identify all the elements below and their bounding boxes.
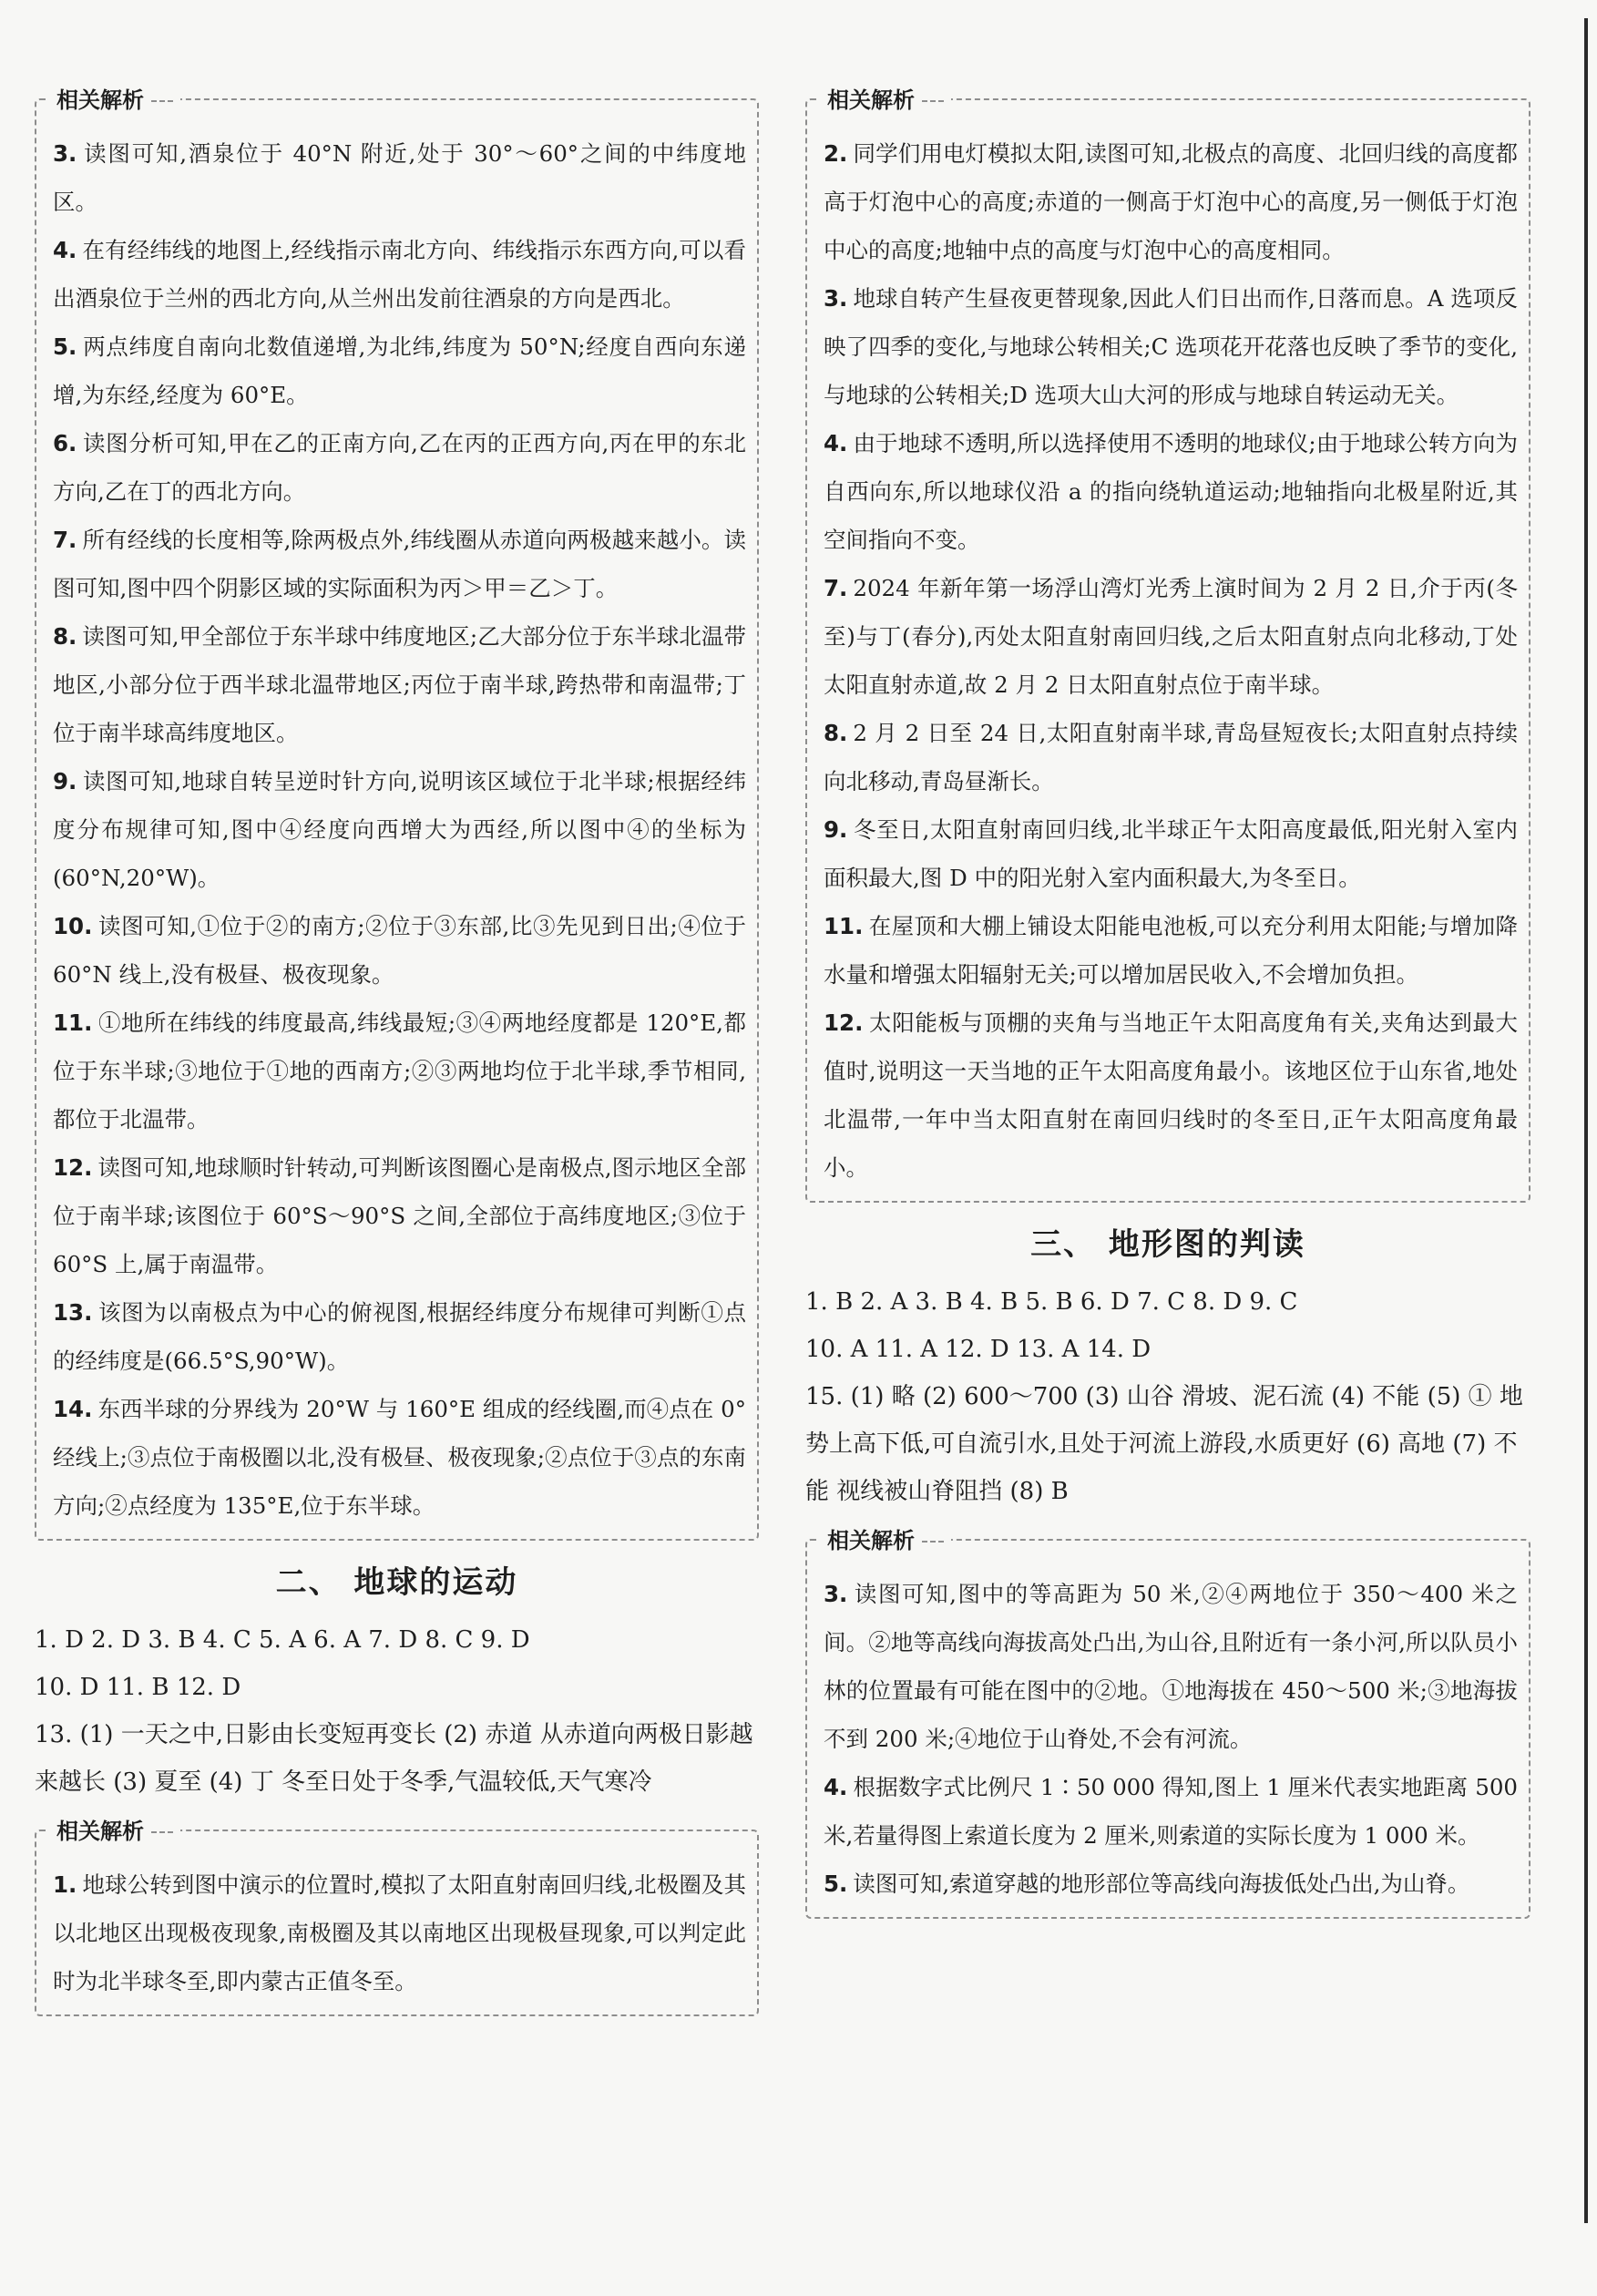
explanation-text: 太阳能板与顶棚的夹角与当地正午太阳高度角有关,夹角达到最大值时,说明这一天当地的正午太阳高度角最小。该地区位于山东省,地处北温带,一年中当太阳直射在南回归线时的冬至日,正午太阳高度角最小。 — [824, 1010, 1518, 1181]
explanation-paragraph — [824, 805, 1518, 902]
explanation-paragraph — [824, 902, 1518, 999]
explanation-text: 读图可知,地球自转呈逆时针方向,说明该区域位于北半球;根据经纬度分布规律可知,图中④经度向西增大为西经,所以图中④的坐标为(60°N,20°W)。 — [53, 768, 746, 891]
question-number: 8. — [824, 720, 848, 746]
question-number: 13. — [53, 1299, 93, 1326]
explanation-paragraph — [824, 1570, 1518, 1763]
explanation-paragraph — [53, 226, 746, 323]
question-number: 2. — [824, 140, 848, 167]
question-number: 4. — [824, 1774, 848, 1800]
explanation-text: 读图分析可知,甲在乙的正南方向,乙在丙的正西方向,丙在甲的东北方向,乙在丁的西北方向。 — [53, 430, 746, 505]
analysis-box-earth-motion-1 — [35, 1819, 759, 2016]
explanation-text: 读图可知,酒泉位于 40°N 附近,处于 30°～60°之间的中纬度地区。 — [53, 140, 746, 215]
explanation-paragraph — [824, 1763, 1518, 1860]
explanation-paragraph — [824, 274, 1518, 419]
explanation-text: 所有经线的长度相等,除两极点外,纬线圈从赤道向两极越来越小。读图可知,图中四个阴影区域的实际面积为丙＞甲＝乙＞丁。 — [53, 527, 746, 601]
explanation-paragraph — [824, 709, 1518, 805]
explanation-paragraph — [53, 1143, 746, 1288]
question-number: 1. — [53, 1871, 77, 1898]
explanation-text: 读图可知,索道穿越的地形部位等高线向海拔低处凸出,为山脊。 — [853, 1871, 1470, 1897]
explanation-paragraph — [824, 999, 1518, 1192]
analysis-label: 相关解析 — [49, 1813, 180, 1845]
explanation-text: 该图为以南极点为中心的俯视图,根据经纬度分布规律可判断①点的经纬度是(66.5°S,90°W)。 — [53, 1299, 746, 1374]
explanation-paragraph — [53, 612, 746, 757]
explanation-text: 同学们用电灯模拟太阳,读图可知,北极点的高度、北回归线的高度都高于灯泡中心的高度;赤道的一侧高于灯泡中心的高度,另一侧低于灯泡中心的高度;地轴中点的高度与灯泡中心的高度相同。 — [824, 140, 1518, 263]
answer-line: 1. D 2. D 3. B 4. C 5. A 6. A 7. D 8. C 9. D — [35, 1626, 530, 1654]
explanation-paragraph — [53, 323, 746, 419]
question-number: 12. — [824, 1010, 864, 1036]
explanation-text: 在有经纬线的地图上,经线指示南北方向、纬线指示东西方向,可以看出酒泉位于兰州的西北方向,从兰州出发前往酒泉的方向是西北。 — [53, 237, 746, 312]
question-number: 11. — [824, 913, 864, 939]
answer-line: 10. D 11. B 12. D — [35, 1674, 241, 1701]
explanation-text: 在屋顶和大棚上铺设太阳能电池板,可以充分利用太阳能;与增加降水量和增强太阳辐射无关;可以增加居民收入,不会增加负担。 — [824, 913, 1518, 988]
answer-line: 1. B 2. A 3. B 4. B 5. B 6. D 7. C 8. D 9. C — [805, 1288, 1298, 1316]
question-number: 3. — [53, 140, 77, 167]
analysis-label: 相关解析 — [820, 82, 951, 114]
answer-line: 15. (1) 略 (2) 600～700 (3) 山谷 滑坡、泥石流 (4) 不能 (5) ① 地势上高下低,可自流引水,且处于河流上游段,水质更好 (6) 高地 (7) 不能 视线被山脊阻挡 (8) B — [805, 1383, 1523, 1505]
explanation-paragraph — [53, 1385, 746, 1530]
explanation-paragraph — [53, 902, 746, 999]
explanation-text: 2024 年新年第一场浮山湾灯光秀上演时间为 2 月 2 日,介于丙(冬至)与丁(春分),丙处太阳直射南回归线,之后太阳直射点向北移动,丁处太阳直射赤道,故 2 月 2 日太阳直射点位于南半球。 — [824, 575, 1518, 698]
question-number: 4. — [824, 430, 848, 456]
question-number: 4. — [53, 237, 77, 263]
question-number: 6. — [53, 430, 77, 456]
question-number: 7. — [53, 527, 77, 553]
question-number: 3. — [824, 1581, 848, 1607]
explanation-text: 冬至日,太阳直射南回归线,北半球正午太阳高度最低,阳光射入室内面积最大,图 D 中的阳光射入室内面积最大,为冬至日。 — [824, 816, 1518, 891]
analysis-box-topographic — [805, 1528, 1530, 1919]
question-number: 12. — [53, 1154, 93, 1181]
explanation-paragraph — [824, 129, 1518, 274]
explanation-paragraph — [824, 564, 1518, 709]
section3-answers — [805, 1278, 1530, 1515]
explanation-paragraph — [53, 516, 746, 612]
explanation-paragraph — [53, 1288, 746, 1385]
explanation-text: ①地所在纬线的纬度最高,纬线最短;③④两地经度都是 120°E,都位于东半球;③地位于①地的西南方;②③两地均位于北半球,季节相同,都位于北温带。 — [53, 1010, 746, 1133]
explanation-paragraph — [53, 757, 746, 902]
answer-line: 10. A 11. A 12. D 13. A 14. D — [805, 1336, 1152, 1363]
section-title-topographic-map: 三、 地形图的判读 — [1030, 1226, 1305, 1263]
explanation-text: 读图可知,地球顺时针转动,可判断该图圈心是南极点,图示地区全部位于南半球;该图位于 60°S～90°S 之间,全部位于高纬度地区;③位于 60°S 上,属于南温带。 — [53, 1154, 746, 1277]
question-number: 9. — [824, 816, 848, 843]
question-number: 11. — [53, 1010, 93, 1036]
explanation-text: 地球公转到图中演示的位置时,模拟了太阳直射南回归线,北极圈及其以北地区出现极夜现象,南极圈及其以南地区出现极昼现象,可以判定此时为北半球冬至,即内蒙古正值冬至。 — [53, 1871, 746, 1994]
explanation-paragraph — [53, 999, 746, 1143]
section-title-earth-motion: 二、 地球的运动 — [275, 1564, 518, 1601]
explanation-text: 2 月 2 日至 24 日,太阳直射南半球,青岛昼短夜长;太阳直射点持续向北移动,青岛昼渐长。 — [824, 720, 1518, 794]
section2-answers — [35, 1616, 759, 1806]
right-column — [805, 87, 1530, 1919]
question-number: 5. — [824, 1871, 848, 1897]
question-number: 8. — [53, 623, 77, 650]
explanation-paragraph — [53, 1860, 746, 2005]
analysis-box-earth-motion-2 — [805, 87, 1530, 1203]
question-number: 3. — [824, 285, 848, 312]
explanation-text: 读图可知,①位于②的南方;②位于③东部,比③先见到日出;④位于 60°N 线上,没有极昼、极夜现象。 — [53, 913, 746, 988]
analysis-box-geo-coords — [35, 87, 759, 1541]
question-number: 5. — [53, 333, 77, 360]
explanation-text: 读图可知,图中的等高距为 50 米,②④两地位于 350～400 米之间。②地等高线向海拔高处凸出,为山谷,且附近有一条小河,所以队员小林的位置最有可能在图中的②地。①地海拔在 450～500 米;③地海拔不到 200 米;④地位于山脊处,不会有河流。 — [824, 1581, 1518, 1752]
explanation-text: 两点纬度自南向北数值递增,为北纬,纬度为 50°N;经度自西向东递增,为东经,经度为 60°E。 — [53, 333, 746, 408]
question-number: 9. — [53, 768, 77, 794]
explanation-text: 由于地球不透明,所以选择使用不透明的地球仪;由于地球公转方向为自西向东,所以地球仪沿 a 的指向绕轨道运动;地轴指向北极星附近,其空间指向不变。 — [824, 430, 1518, 553]
question-number: 14. — [53, 1396, 93, 1422]
question-number: 7. — [824, 575, 848, 601]
explanation-text: 东西半球的分界线为 20°W 与 160°E 组成的经线圈,而④点在 0°经线上;③点位于南极圈以北,没有极昼、极夜现象;②点位于③点的东南方向;②点经度为 135°E,位于东半球。 — [53, 1396, 746, 1519]
explanation-text: 根据数字式比例尺 1∶50 000 得知,图上 1 厘米代表实地距离 500 米,若量得图上索道长度为 2 厘米,则索道的实际长度为 1 000 米。 — [824, 1774, 1518, 1849]
analysis-label: 相关解析 — [820, 1522, 951, 1554]
explanation-paragraph — [824, 419, 1518, 564]
answer-line: 13. (1) 一天之中,日影由长变短再变长 (2) 赤道 从赤道向两极日影越来越长 (3) 夏至 (4) 丁 冬至日处于冬季,气温较低,天气寒冷 — [35, 1721, 753, 1796]
explanation-paragraph — [53, 129, 746, 226]
explanation-paragraph — [824, 1860, 1518, 1908]
explanation-paragraph — [53, 419, 746, 516]
explanation-text: 读图可知,甲全部位于东半球中纬度地区;乙大部分位于东半球北温带地区,小部分位于西半球北温带地区;丙位于南半球,跨热带和南温带;丁位于南半球高纬度地区。 — [53, 623, 746, 746]
page-edge-rule — [1584, 18, 1588, 2223]
question-number: 10. — [53, 913, 93, 939]
analysis-label: 相关解析 — [49, 82, 180, 114]
left-column — [35, 87, 759, 2016]
explanation-text: 地球自转产生昼夜更替现象,因此人们日出而作,日落而息。A 选项反映了四季的变化,与地球公转相关;C 选项花开花落也反映了季节的变化,与地球的公转相关;D 选项大山大河的形成与地球自转运动无关。 — [824, 285, 1518, 408]
